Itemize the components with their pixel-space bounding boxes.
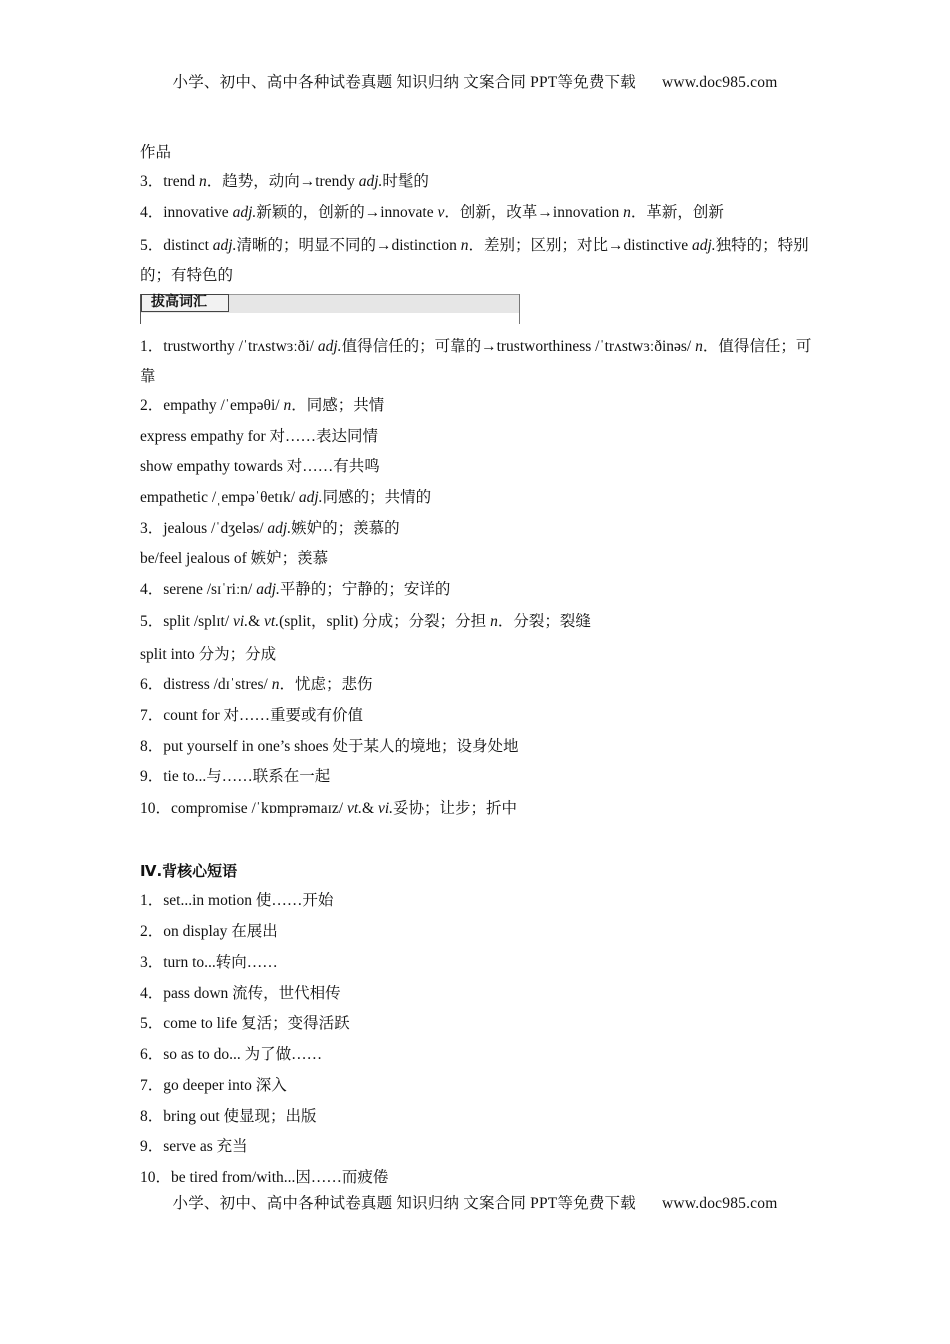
section-title: Ⅳ.背核心短语 [140, 862, 238, 880]
text-line: 6．distress /dɪˈstres/ n．忧虑；悲伤 [140, 676, 373, 693]
text-line: 10．compromise /ˈkɒmprəmaɪz/ vt.& vi.妥协；让步；折中 [140, 800, 518, 817]
list-item: 10．be tired from/with...因……而疲倦 [140, 1169, 389, 1186]
text-line: 2．empathy /ˈempəθi/ n．同感；共情 [140, 397, 385, 414]
list-item: 5．come to life 复活；变得活跃 [140, 1015, 350, 1032]
list-item: 6．so as to do... 为了做…… [140, 1046, 323, 1063]
text-line: 9．tie to...与……联系在一起 [140, 768, 331, 785]
text-line: 7．count for 对……重要或有价值 [140, 707, 364, 724]
footer-text: 小学、初中、高中各种试卷真题 知识归纳 文案合同 PPT等免费下载 [172, 1195, 636, 1212]
page-footer [0, 1191, 950, 1213]
text-line: be/feel jealous of 嫉妒；羡慕 [140, 550, 329, 567]
list-item: 4．pass down 流传，世代相传 [140, 985, 341, 1002]
text-line: 5．distinct adj.清晰的；明显不同的→distinction n．差别；区别；对比→distinctive adj.独特的；特别的；有特色的 [140, 237, 809, 284]
list-item: 2．on display 在展出 [140, 923, 278, 940]
list-item: 8．bring out 使显现；出版 [140, 1108, 317, 1125]
text-line: 4．serene /sɪˈriːn/ adj.平静的；宁静的；安详的 [140, 581, 451, 598]
text-line: 4．innovative adj.新颖的，创新的→innovate v．创新，改革→innovation n．革新，创新 [140, 204, 724, 221]
text-line: 5．split /splɪt/ vi.& vt.(split，split) 分成；分裂；分担 n．分裂；裂缝 [140, 613, 591, 630]
text-line: split into 分为；分成 [140, 646, 277, 663]
text-line: 8．put yourself in one’s shoes 处于某人的境地；设身处地 [140, 738, 519, 755]
text-line: express empathy for 对……表达同情 [140, 428, 379, 445]
text-line: 1．trustworthy /ˈtrʌstwɜːði/ adj.值得信任的；可靠的→trustworthiness /ˈtrʌstwɜːðinəs/ n．值得信任；可靠 [140, 338, 812, 385]
text-line: 3．trend n．趋势，动向→trendy adj.时髦的 [140, 173, 429, 190]
list-item: 1．set...in motion 使……开始 [140, 892, 334, 909]
list-item: 9．serve as 充当 [140, 1138, 248, 1155]
text-line: 作品 [140, 144, 172, 161]
text-line: show empathy towards 对……有共鸣 [140, 458, 380, 475]
list-item: 7．go deeper into 深入 [140, 1077, 287, 1094]
page-header [0, 70, 950, 92]
header-text: 小学、初中、高中各种试卷真题 知识归纳 文案合同 PPT等免费下载 [172, 74, 636, 91]
list-item: 3．turn to...转向…… [140, 954, 278, 971]
box-label: 拔高词汇 [141, 294, 229, 312]
text-line: empathetic /ˌempəˈθetɪk/ adj.同感的；共情的 [140, 489, 432, 506]
header-site: www.doc985.com [662, 74, 778, 91]
text-line: 3．jealous /ˈdʒeləs/ adj.嫉妒的；羡慕的 [140, 520, 400, 537]
footer-site: www.doc985.com [662, 1195, 778, 1212]
advanced-vocab-box [140, 294, 520, 324]
